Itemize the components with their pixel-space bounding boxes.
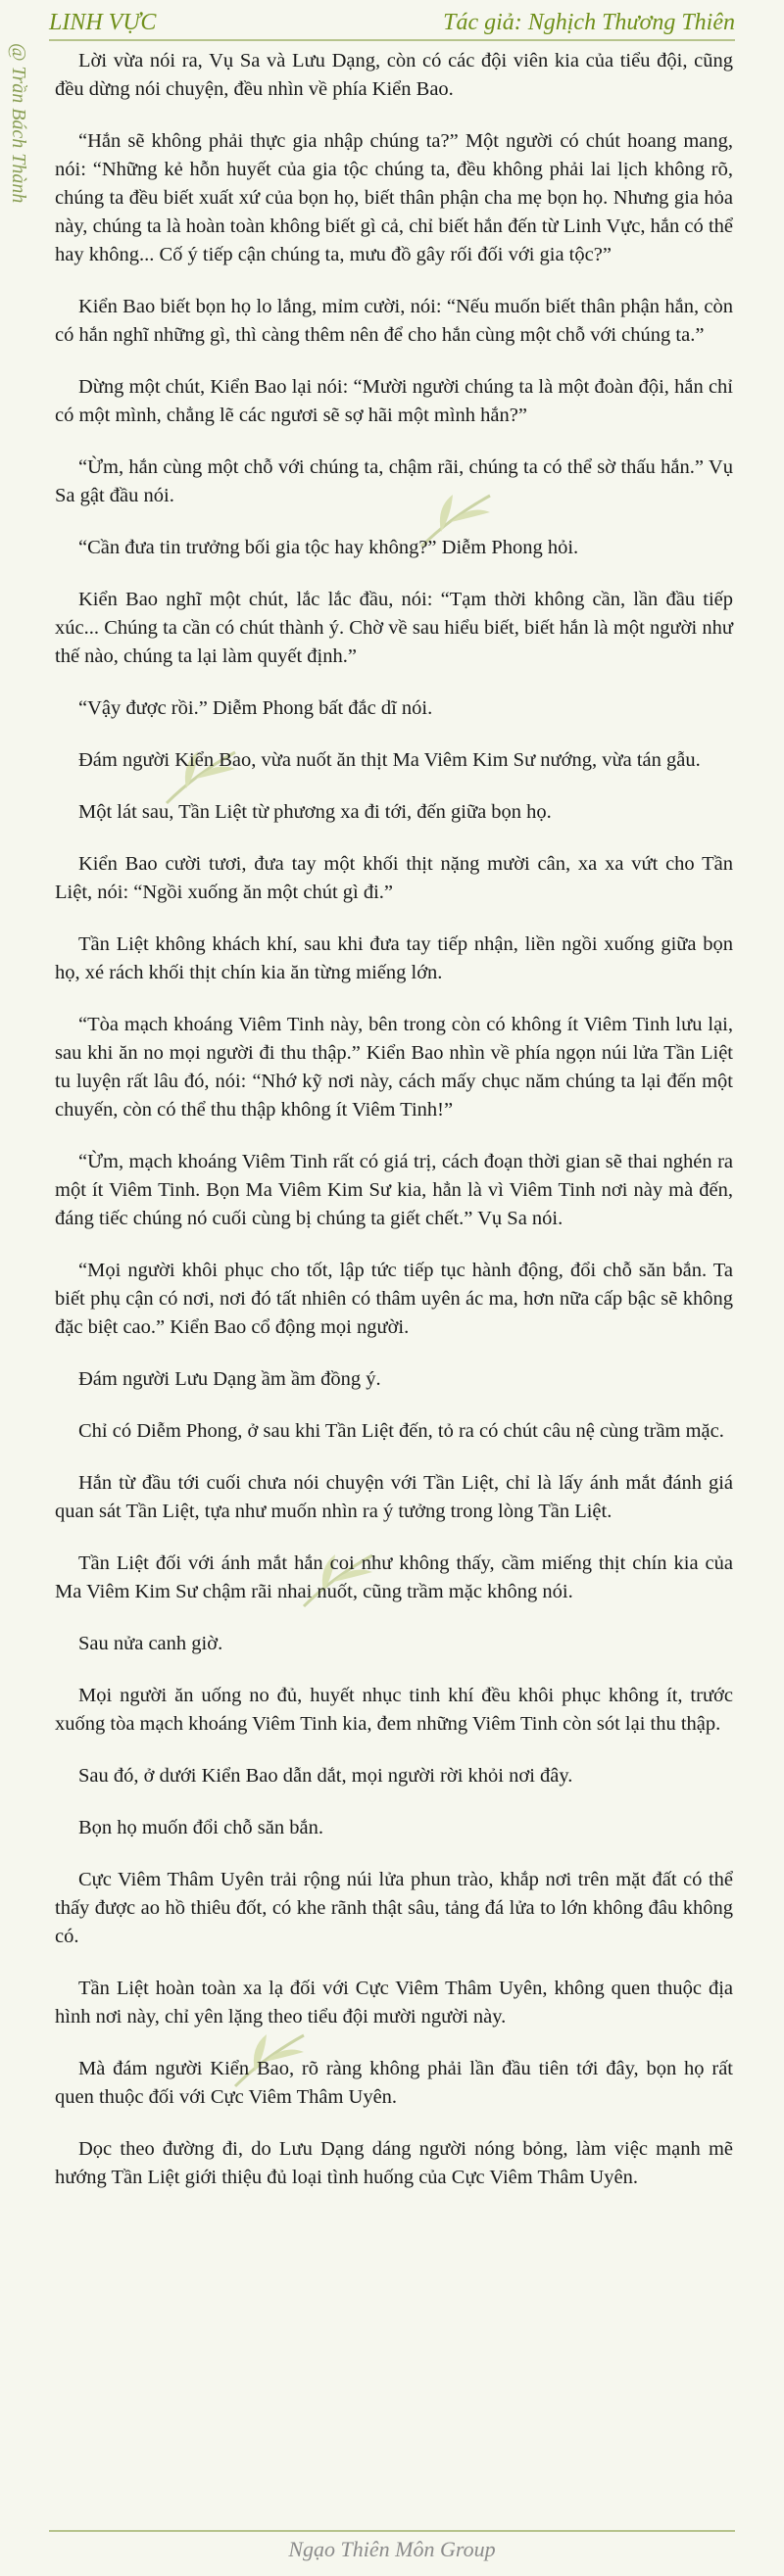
translator-credit: @ Trần Bách Thành bbox=[8, 43, 29, 204]
paragraph: Dọc theo đường đi, do Lưu Dạng dáng người nóng bỏng, làm việc mạnh mẽ hướng Tần Liệt giới thiệu đủ loại tình huống của Cực Viêm Thâm Uyên. bbox=[55, 2138, 733, 2188]
paragraph: Dừng một chút, Kiển Bao lại nói: “Mười người chúng ta là một đoàn đội, hắn chỉ có một mình, chẳng lẽ các ngươi sẽ sợ hãi một mình hắn?” bbox=[55, 376, 733, 426]
paragraph: “Cần đưa tin trưởng bối gia tộc hay không?” Diễm Phong hỏi. bbox=[78, 537, 579, 558]
header-divider bbox=[49, 39, 735, 41]
chapter-text bbox=[55, 47, 733, 2216]
paragraph: Sau đó, ở dưới Kiển Bao dẫn dắt, mọi người rời khỏi nơi đây. bbox=[78, 1765, 573, 1787]
paragraph: “Ừm, mạch khoáng Viêm Tinh rất có giá trị, cách đoạn thời gian sẽ thai nghén ra một ít Viêm Tinh. Bọn Ma Viêm Kim Sư kia, hẳn là vì Viêm Tinh nơi này mà đến, đáng tiếc chúng nó cuối cùng bị chúng ta giết chết.” Vụ Sa nói. bbox=[55, 1151, 733, 1229]
paragraph: Lời vừa nói ra, Vụ Sa và Lưu Dạng, còn có các đội viên kia của tiểu đội, cũng đều dừng nói chuyện, đều nhìn về phía Kiển Bao. bbox=[55, 50, 733, 100]
paragraph: Kiển Bao cười tươi, đưa tay một khối thịt nặng mười cân, xa xa vứt cho Tần Liệt, nói: “Ngồi xuống ăn một chút gì đi.” bbox=[55, 853, 733, 903]
page-header bbox=[49, 8, 735, 37]
paragraph: Kiển Bao biết bọn họ lo lắng, mỉm cười, nói: “Nếu muốn biết thân phận hắn, còn có hắn nghĩ những gì, thì càng thêm nên để cho hắn cùng một chỗ với chúng ta.” bbox=[55, 296, 733, 346]
paragraph: “Hắn sẽ không phải thực gia nhập chúng ta?” Một người có chút hoang mang, nói: “Những kẻ hỗn huyết của gia tộc chúng ta, đều không phải lai lịch không rõ, chúng ta đều biết xuất xứ của bọn họ, biết thân phận cha mẹ bọn họ. Nhưng gia hỏa này, chúng ta là hoàn toàn không biết gì cả, chỉ biết hắn đến từ Linh Vực, hắn có thể hay không... Cố ý tiếp cận chúng ta, mưu đồ gây rối đối với gia tộc?” bbox=[55, 130, 733, 265]
paragraph: “Mọi người khôi phục cho tốt, lập tức tiếp tục hành động, đổi chỗ săn bắn. Ta biết phụ cận có nơi, nơi đó tất nhiên có thâm uyên ác ma, hơn nữa cấp bậc sẽ không đặc biệt cao.” Kiển Bao cổ động mọi người. bbox=[55, 1260, 733, 1338]
paragraph: Mà đám người Kiển Bao, rõ ràng không phải lần đầu tiên tới đây, bọn họ rất quen thuộc đối với Cực Viêm Thâm Uyên. bbox=[55, 2058, 733, 2108]
author-credit: Tác giả: Nghịch Thương Thiên bbox=[443, 9, 735, 35]
paragraph: Đám người Lưu Dạng ầm ầm đồng ý. bbox=[78, 1368, 381, 1390]
paragraph: Hắn từ đầu tới cuối chưa nói chuyện với Tần Liệt, chỉ là lấy ánh mắt đánh giá quan sát Tần Liệt, tựa như muốn nhìn ra ý tưởng trong lòng Tần Liệt. bbox=[55, 1472, 733, 1522]
paragraph: Cực Viêm Thâm Uyên trải rộng núi lửa phun trào, khắp nơi trên mặt đất có thể thấy được ao hồ thiêu đốt, có khe rãnh thật sâu, tảng đá lửa to lớn không đâu không có. bbox=[55, 1869, 733, 1947]
paragraph: Một lát sau, Tần Liệt từ phương xa đi tới, đến giữa bọn họ. bbox=[78, 801, 552, 823]
page-footer: Ngạo Thiên Môn Group bbox=[288, 2537, 496, 2561]
paragraph: Sau nửa canh giờ. bbox=[78, 1633, 223, 1654]
paragraph: Tần Liệt đối với ánh mắt hắn coi như không thấy, cầm miếng thịt chín kia của Ma Viêm Kim Sư chậm rãi nhai nuốt, cũng trầm mặc không nói. bbox=[55, 1552, 733, 1602]
paragraph: “Tòa mạch khoáng Viêm Tinh này, bên trong còn có không ít Viêm Tinh lưu lại, sau khi ăn no mọi người đi thu thập.” Kiển Bao nhìn về phía ngọn núi lửa Tần Liệt tu luyện rất lâu đó, nói: “Nhớ kỹ nơi này, cách mấy chục năm chúng ta lại đến một chuyến, còn có thể thu thập không ít Viêm Tinh!” bbox=[55, 1014, 733, 1121]
paragraph: Kiển Bao nghĩ một chút, lắc lắc đầu, nói: “Tạm thời không cần, lần đầu tiếp xúc... Chúng ta cần có chút thành ý. Chờ về sau hiểu biết, biết hắn là một người như thế nào, chúng ta lại làm quyết định.” bbox=[55, 589, 733, 667]
footer-divider bbox=[49, 2530, 735, 2532]
side-credit bbox=[6, 43, 39, 278]
paragraph: Mọi người ăn uống no đủ, huyết nhục tinh khí đều khôi phục không ít, trước xuống tòa mạch khoáng Viêm Tinh kia, đem những Viêm Tinh còn sót lại thu thập. bbox=[55, 1685, 733, 1735]
paragraph: Tần Liệt không khách khí, sau khi đưa tay tiếp nhận, liền ngồi xuống giữa bọn họ, xé rách khối thịt chín kia ăn từng miếng lớn. bbox=[55, 933, 733, 983]
paragraph: Chỉ có Diễm Phong, ở sau khi Tần Liệt đến, tỏ ra có chút câu nệ cùng trầm mặc. bbox=[78, 1420, 724, 1442]
paragraph: Tần Liệt hoàn toàn xa lạ đối với Cực Viêm Thâm Uyên, không quen thuộc địa hình nơi này, chỉ yên lặng theo tiểu đội mười người này. bbox=[55, 1978, 733, 2027]
paragraph: “Ừm, hắn cùng một chỗ với chúng ta, chậm rãi, chúng ta có thể sờ thấu hắn.” Vụ Sa gật đầu nói. bbox=[55, 456, 733, 506]
paragraph: Bọn họ muốn đổi chỗ săn bắn. bbox=[78, 1817, 323, 1838]
paragraph: “Vậy được rồi.” Diễm Phong bất đắc dĩ nói. bbox=[78, 697, 433, 719]
paragraph: Đám người Kiển Bao, vừa nuốt ăn thịt Ma Viêm Kim Sư nướng, vừa tán gẫu. bbox=[78, 749, 701, 771]
book-title: LINH VỰC bbox=[49, 9, 157, 35]
